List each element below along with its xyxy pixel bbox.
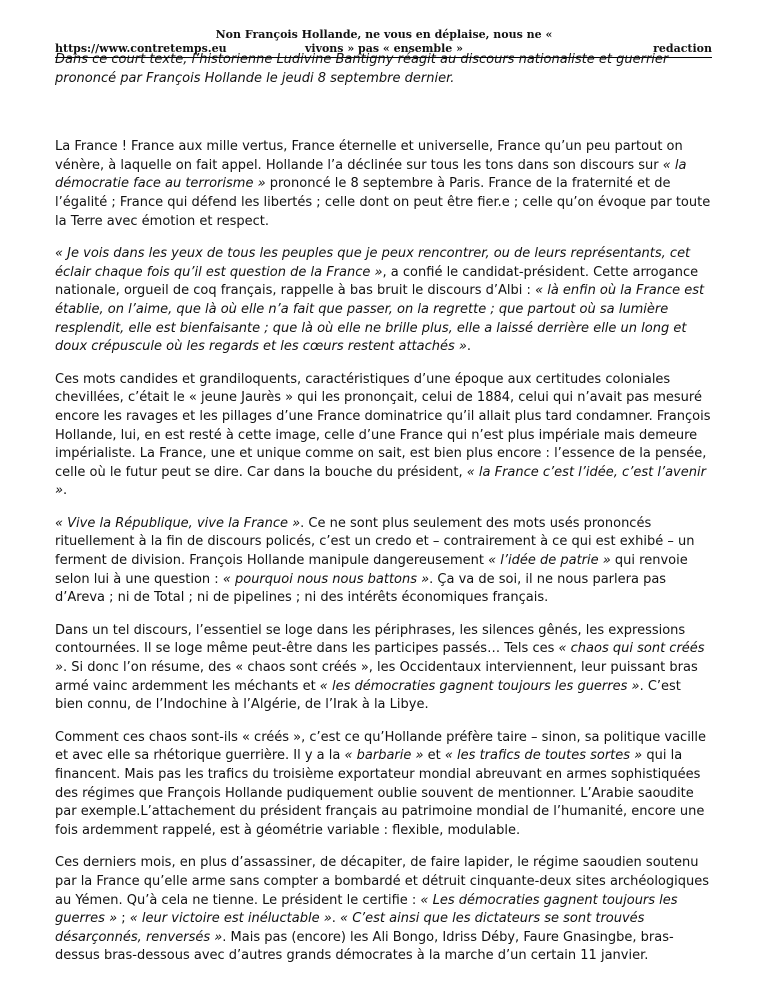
p4-quote-2: « l’idée de patrie » bbox=[488, 553, 611, 569]
p1-quote: « la démocratie face au terrorisme » bbox=[55, 157, 687, 192]
paragraph-2 bbox=[55, 245, 713, 357]
p7-quote-1: « Les démocraties gagnent toujours les guerres » bbox=[55, 892, 678, 927]
article-body bbox=[55, 51, 713, 980]
p5-text-end: . C’est bien connu, de l’Indochine à l’Algérie, de l’Irak à la Libye. bbox=[55, 678, 681, 713]
p7-quote-2: « leur victoire est inéluctable » bbox=[129, 911, 332, 927]
p4-text-1: . Ce ne sont plus seulement des mots usés prononcés rituellement à la fin de discours policés, c’est un credo et – contrairement à ce qui est exhibé – un ferment de division. François Hollande manipule dangereusement bbox=[55, 515, 695, 569]
p4-text-end: . Ça va de soi, il ne nous parlera pas d’Areva ; ni de Total ; ni de pipelines ; ni des intérêts économiques français. bbox=[55, 571, 667, 606]
p6-text-end: qui la financent. Mais pas les trafics du troisième exportateur mondial abreuvant en armes sophistiquées des régimes que François Hollande pudiquement oublie souvent de mentionner. L’Arabie saoudite par exemple.L’attachement du président français au patrimoine mondial de l’humanité, encore une fois ardemment rappelé, est à géométrie variable : flexible, modulable. bbox=[55, 748, 705, 838]
p5-quote-2: « les démocraties gagnent toujours les guerres » bbox=[319, 678, 640, 694]
p6-text-1: Comment ces chaos sont-ils « créés », c’est ce qu’Hollande préfère taire – sinon, sa politique vacille et avec elle sa rhétorique guerrière. Il y a la bbox=[55, 729, 707, 764]
paragraph-5 bbox=[55, 622, 713, 715]
p3-text: Ces mots candides et grandiloquents, caractéristiques d’une époque aux certitudes coloniales chevillées, c’était le « jeune Jaurès » qui les prononçait, celui de 1884, celui qui n’avait pas mesuré encore les ravages et les pillages d’une France dominatrice qu’il allait plus tard condamner. François Hollande, lui, en est resté à cette image, celle d’une France qui n’est plus impériale mais demeure impérialiste. La France, une et unique comme on sait, est bien plus encore : l’essence de la pensée, celle où le futur peut se dire. Car dans la bouche du président, bbox=[55, 371, 711, 480]
p4-quote-3: « pourquoi nous nous battons » bbox=[222, 571, 430, 587]
header-url[interactable]: https://www.contretemps.eu bbox=[55, 42, 227, 55]
p6-quote-2: « les trafics de toutes sortes » bbox=[444, 748, 643, 764]
p5-text-1: Dans un tel discours, l’essentiel se loge dans les périphrases, les silences gênés, les expressions contournées. Il se loge même peut-être dans les participes passés… Tels ces bbox=[55, 622, 686, 657]
p7-quote-3: « C’est ainsi que les dictateurs se sont trouvés désarçonnés, renversés » bbox=[55, 911, 645, 945]
p1-text-end: prononcé le 8 septembre à Paris. France de la fraternité et de l’égalité ; France qui défend les libertés ; celle dont on peut être fier.e ; celle qu’on évoque par toute la Terre avec émotion et respect. bbox=[55, 176, 711, 229]
p2-quote-1: « Je vois dans les yeux de tous les peuples que je peux rencontrer, ou de leurs représentants, cet éclair chaque fois qu’il est question de la France » bbox=[55, 246, 691, 280]
p5-quote-1: « chaos qui sont créés » bbox=[55, 641, 705, 676]
article-intro bbox=[55, 51, 713, 88]
paragraph-6 bbox=[55, 729, 713, 841]
paragraph-3 bbox=[55, 371, 713, 501]
p3-text-end: . bbox=[63, 483, 68, 499]
p2-quote-2: « là enfin où la France est établie, on l’aime, que là où elle n’a fait que passer, on la regrette ; que partout où sa lumière resplendit, elle est bienfaisante ; que là où elle ne brille plus, elle a laissé derrière elle un long et doux crépuscule où les regards et les cœurs restent attachés » bbox=[55, 283, 705, 355]
p6-text-2: et bbox=[423, 748, 445, 764]
p4-quote-1: « Vive la République, vive la France » bbox=[55, 515, 301, 531]
p2-text-end: . bbox=[466, 339, 472, 355]
p5-text-2: . Si donc l’on résume, des « chaos sont créés », les Occidentaux interviennent, leur puissant bras armé vainc ardemment les méchants et bbox=[55, 660, 698, 694]
header-title-line1: Non François Hollande, ne vous en déplaise, nous ne « bbox=[215, 28, 553, 41]
p7-text-2: ; bbox=[117, 911, 130, 927]
paragraph-7 bbox=[55, 854, 713, 966]
p1-text: La France ! France aux mille vertus, France éternelle et universelle, France qu’un peu partout on vénère, à laquelle on fait appel. Hollande l’a déclinée sur tous les tons dans son discours sur bbox=[55, 139, 683, 173]
p2-text: , a confié le candidat-président. Cette arrogance nationale, orgueil de coq français, rappelle à bas bruit le discours d’Albi : bbox=[55, 264, 699, 299]
paragraph-4 bbox=[55, 515, 713, 608]
intro-text: Dans ce court texte, l’historienne Ludivine Bantigny réagit au discours nationaliste et guerrier prononcé par François Hollande le jeudi 8 septembre dernier. bbox=[55, 52, 669, 86]
p7-text-end: . Mais pas (encore) les Ali Bongo, Idriss Déby, Faure Gnasingbe, bras-dessus bras-dessous avec d’autres grands démocrates à la marche d’un certain 11 janvier. bbox=[55, 929, 674, 964]
header-section: redaction bbox=[653, 42, 712, 55]
p7-text-1: Ces derniers mois, en plus d’assassiner, de décapiter, de faire lapider, le régime saoudien soutenu par la France qu’elle arme sans compter a bombardé et détruit cinquante-deux sites archéologiques au Yémen. Qu’à cela ne tienne. Le président le certifie : bbox=[55, 855, 710, 908]
p4-text-2: qui renvoie selon lui à une question : bbox=[55, 553, 688, 587]
p6-quote-1: « barbarie » bbox=[344, 748, 424, 764]
p3-quote: « la France c’est l’idée, c’est l’avenir » bbox=[55, 464, 706, 499]
p7-text-3: . bbox=[331, 911, 341, 927]
header-title-line2: vivons » pas « ensemble » bbox=[305, 42, 463, 55]
paragraph-1 bbox=[55, 138, 713, 231]
